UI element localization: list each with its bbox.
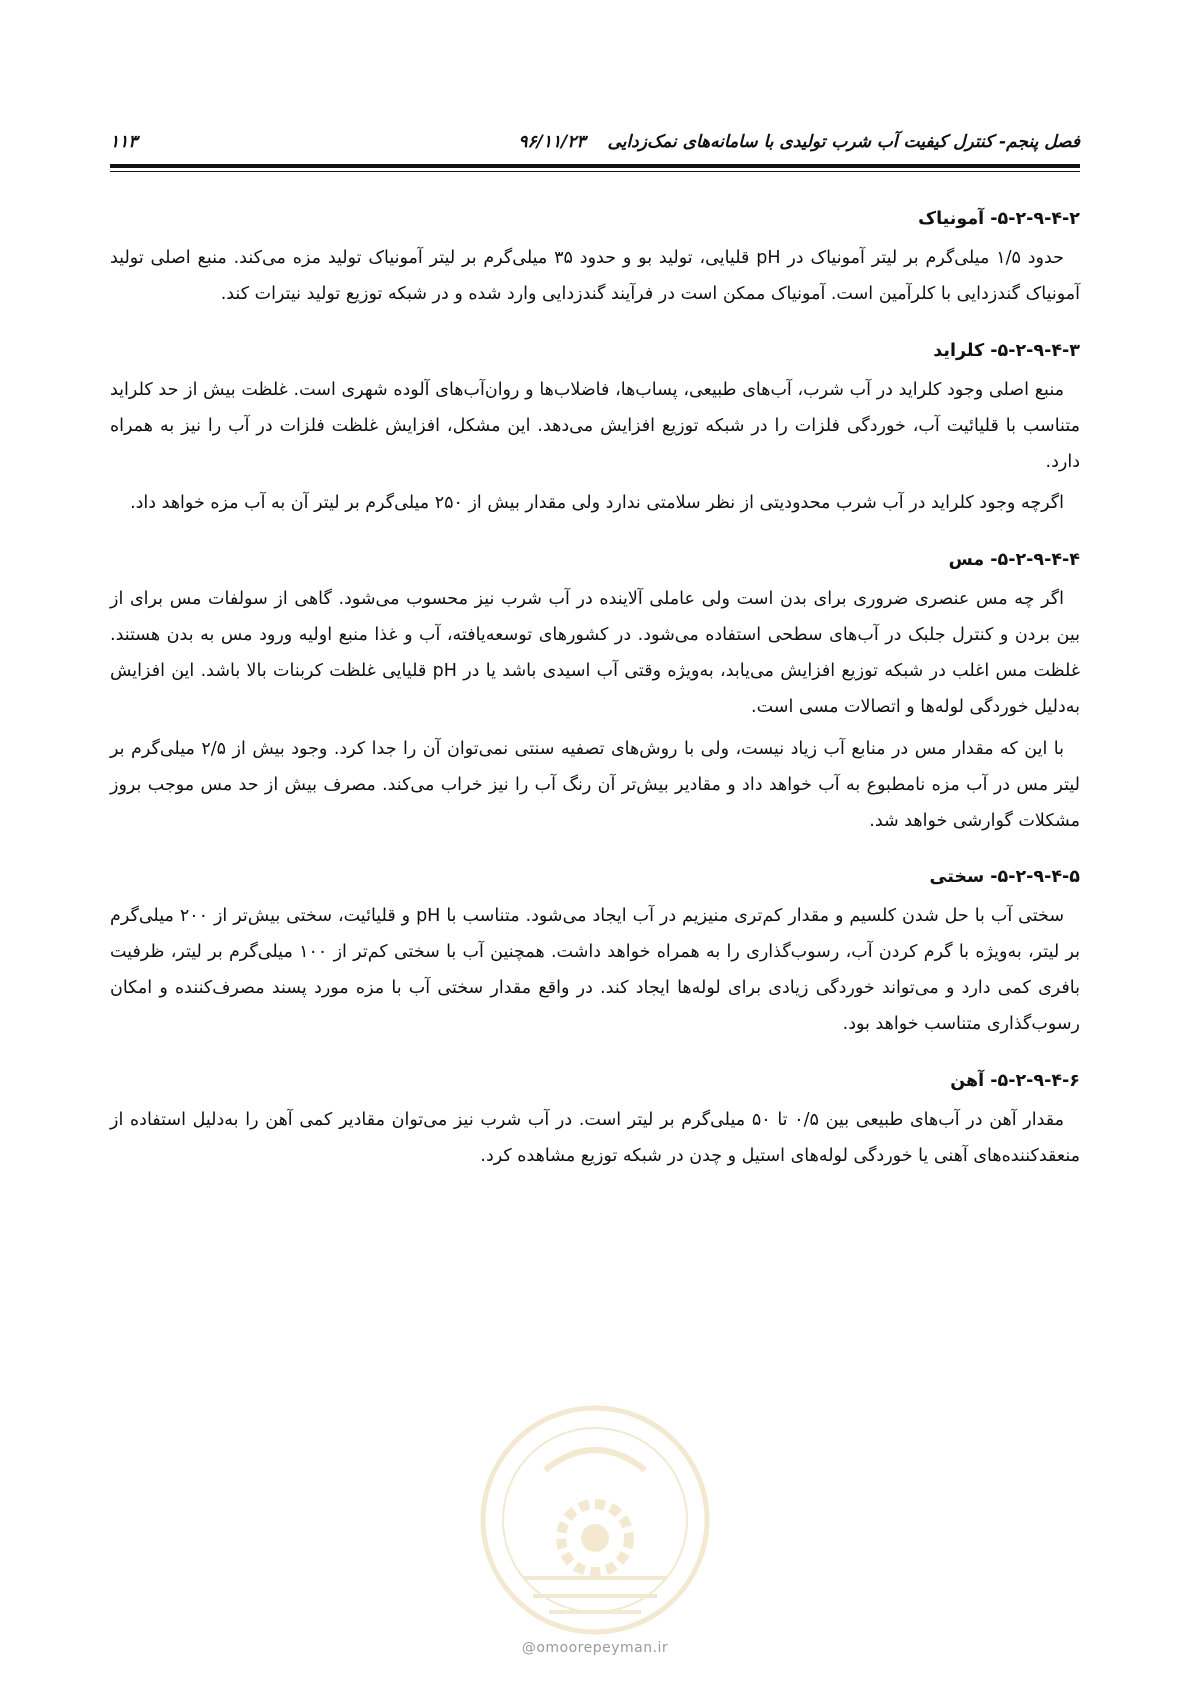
section-iron xyxy=(110,1067,1080,1175)
header-date: ۹۶/۱۱/۲۳ xyxy=(518,132,586,152)
section-heading: ۵-۲-۹-۴-۳- کلراید xyxy=(933,340,1080,361)
section-hardness xyxy=(110,863,1080,1043)
page-number: ۱۱۳ xyxy=(110,132,138,152)
paragraph: سختی آب با حل شدن کلسیم و مقدار کم‌تری منیزیم در آب ایجاد می‌شود. متناسب با pH و قلیائیت، سختی بیش‌تر از ۲۰۰ میلی‌گرم بر لیتر، به‌ویژه با گرم کردن آب، رسوب‌گذاری را به همراه خواهد داشت. همچنین آب با سختی کم‌تر از ۱۰۰ میلی‌گرم بر لیتر، ظرفیت بافری کمی دارد و می‌تواند خوردگی زیادی برای لوله‌ها ایجاد کند. در واقع مقدار سختی آب با مزه مورد پسند مصرف‌کننده و امکان رسوب‌گذاری متناسب خواهد بود. xyxy=(110,906,1080,1034)
header-rule-thick xyxy=(110,164,1080,168)
section-heading: ۵-۲-۹-۴-۴- مس xyxy=(948,550,1080,571)
section-chloride xyxy=(110,337,1080,523)
section-heading: ۵-۲-۹-۴-۲- آمونیاک xyxy=(918,209,1080,229)
body-content xyxy=(110,205,1080,1199)
running-header xyxy=(110,128,1080,156)
paragraph: اگر چه مس عنصری ضروری برای بدن است ولی عاملی آلاینده در آب شرب نیز محسوب می‌شود. گاهی از سولفات مس برای از بین بردن و کنترل جلبک در آب‌های سطحی استفاده می‌شود. در کشورهای توسعه‌یافته، آب و غذا منبع اولیه ورود مس به بدن هستند. غلظت مس اغلب در شبکه توزیع افزایش می‌یابد، به‌ویژه وقتی آب اسیدی باشد یا در pH قلیایی غلظت کربنات بالا باشد. این افزایش به‌دلیل خوردگی لوله‌ها و اتصالات مسی است. xyxy=(110,589,1080,717)
header-title-group xyxy=(518,132,1080,152)
section-heading: ۵-۲-۹-۴-۵- سختی xyxy=(929,867,1080,888)
section-heading: ۵-۲-۹-۴-۶- آهن xyxy=(950,1070,1080,1091)
paragraph: حدود ۱/۵ میلی‌گرم بر لیتر آمونیاک در pH قلیایی، تولید بو و حدود ۳۵ میلی‌گرم بر لیتر آمونیاک تولید مزه می‌کند. منبع اصلی تولید آمونیاک گندزدایی با کلرآمین است. آمونیاک ممکن است در فرآیند گندزدایی وارد شده و در شبکه توزیع تولید نیترات کند. xyxy=(110,248,1080,304)
paragraph: مقدار آهن در آب‌های طبیعی بین ۰/۵ تا ۵۰ میلی‌گرم بر لیتر است. در آب شرب نیز می‌توان مقادیر کمی آهن را به‌دلیل استفاده از منعقدکننده‌های آهنی یا خوردگی لوله‌های استیل و چدن در شبکه توزیع مشاهده کرد. xyxy=(110,1109,1080,1166)
section-copper xyxy=(110,546,1080,839)
paragraph: منبع اصلی وجود کلراید در آب شرب، آب‌های طبیعی، پساب‌ها، فاضلاب‌ها و روان‌آب‌های آلوده شهری است. غلظت بیش از حد کلراید متناسب با قلیائیت آب، خوردگی فلزات را در شبکه توزیع افزایش می‌دهد. این مشکل، افزایش غلظت فلزات در آب را نیز به همراه دارد. xyxy=(110,379,1080,472)
section-ammonia xyxy=(110,205,1080,313)
watermark-site: @omoorepeyman.ir xyxy=(521,1640,669,1656)
paragraph: اگرچه وجود کلراید در آب شرب محدودیتی از نظر سلامتی ندارد ولی مقدار بیش از ۲۵۰ میلی‌گرم بر لیتر آن به آب مزه خواهد داد. xyxy=(130,493,1064,514)
header-rule-thin xyxy=(110,171,1080,172)
chapter-title: فصل پنجم- کنترل کیفیت آب شرب تولیدی با سامانه‌های نمک‌زدایی xyxy=(607,132,1080,152)
paragraph: با این که مقدار مس در منابع آب زیاد نیست، ولی با روش‌های تصفیه سنتی نمی‌توان آن را جدا کرد. وجود بیش از ۲/۵ میلی‌گرم بر لیتر مس در آب مزه نامطبوع به آب خواهد داد و مقادیر بیش‌تر آن رنگ آب را نیز خراب می‌کند. مصرف بیش از حد مس موجب بروز مشکلات گوارشی خواهد شد. xyxy=(110,738,1080,831)
watermark-seal xyxy=(475,1400,715,1640)
